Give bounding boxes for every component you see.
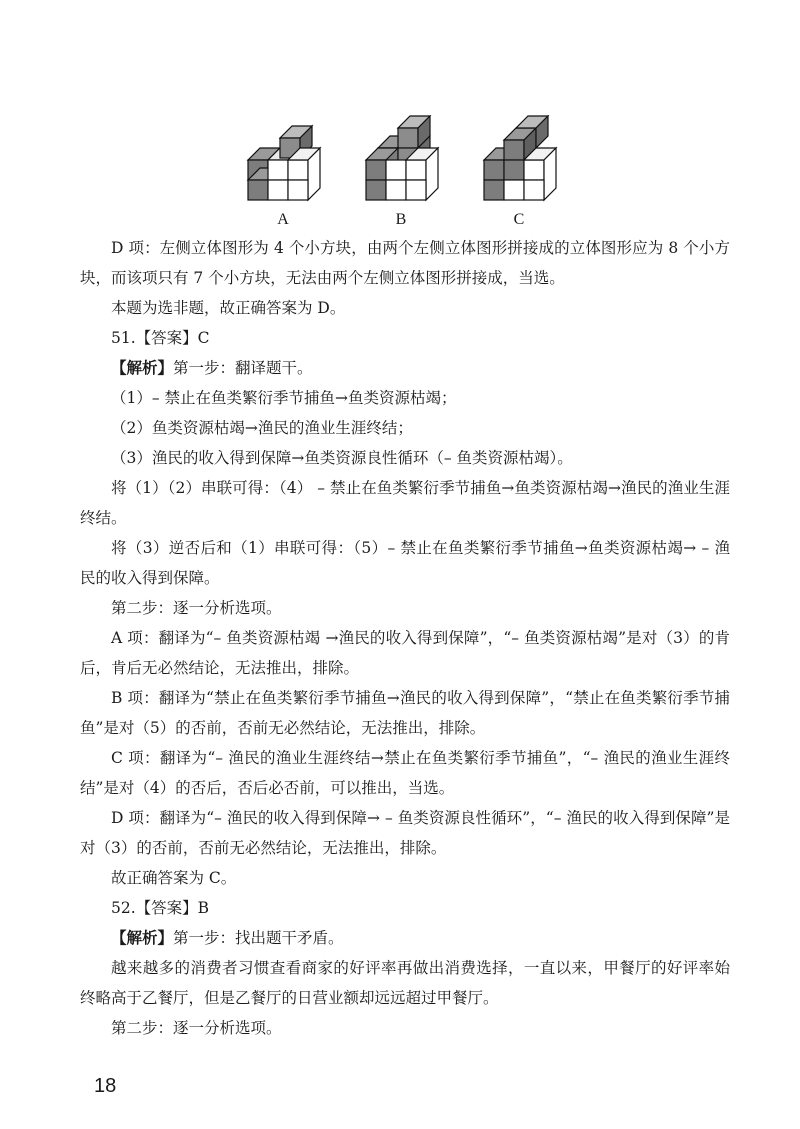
paragraph-text: 将（3）逆否后和（1）串联可得：（5）– 禁止在鱼类繁衍季节捕鱼→鱼类资源枯竭→ – 渔民的收入得到保障。	[80, 539, 730, 587]
paragraph	[80, 383, 730, 413]
analysis-heading	[80, 923, 730, 953]
body-text	[80, 233, 730, 1043]
paragraph-text: 第一步：找出题干矛盾。	[173, 929, 344, 947]
figure-label-c: C	[513, 211, 525, 228]
figure-label-a: A	[277, 211, 289, 228]
paragraph	[80, 683, 730, 743]
cube-figure-b-icon	[356, 115, 446, 210]
answer-heading	[80, 893, 730, 923]
paragraph	[80, 803, 730, 863]
analysis-heading	[80, 353, 730, 383]
answer-heading	[80, 323, 730, 353]
paragraph-text: A 项：翻译为“– 鱼类资源枯竭 →渔民的收入得到保障”，“– 鱼类资源枯竭”是对（3）的肯后，肯后无必然结论，无法推出，排除。	[80, 629, 730, 677]
paragraph	[80, 413, 730, 443]
paragraph	[80, 1013, 730, 1043]
paragraph-text: （1）– 禁止在鱼类繁衍季节捕鱼→鱼类资源枯竭；	[111, 389, 457, 407]
paragraph-text: （3）渔民的收入得到保障→鱼类资源良性循环（– 鱼类资源枯竭）。	[111, 449, 573, 467]
cube-figure-a-icon	[238, 115, 328, 210]
paragraph	[80, 743, 730, 803]
paragraph	[80, 623, 730, 683]
paragraph	[80, 863, 730, 893]
paragraph-text: C 项：翻译为“– 渔民的渔业生涯终结→禁止在鱼类繁衍季节捕鱼”，“– 渔民的渔业生涯终结”是对（4）的否后，否后必否前，可以推出，当选。	[80, 749, 730, 797]
paragraph-text: 本题为选非题，故正确答案为 D。	[111, 299, 346, 317]
paragraph	[80, 593, 730, 623]
paragraph-text: 越来越多的消费者习惯查看商家的好评率再做出消费选择，一直以来，甲餐厅的好评率始终略高于乙餐厅，但是乙餐厅的日营业额却远远超过甲餐厅。	[80, 959, 730, 1007]
analysis-label: 【解析】	[111, 358, 174, 377]
page-number: 18	[94, 1075, 117, 1097]
paragraph-text: B 项：翻译为“禁止在鱼类繁衍季节捕鱼→渔民的收入得到保障”，“禁止在鱼类繁衍季节捕鱼”是对（5）的否前，否前无必然结论，无法推出，排除。	[80, 689, 730, 737]
analysis-label: 【解析】	[111, 928, 174, 947]
paragraph-text: D 项：翻译为“– 渔民的收入得到保障→ – 鱼类资源良性循环”，“– 渔民的收入得到保障”是对（3）的否前，否前无必然结论，无法推出，排除。	[80, 809, 730, 857]
paragraph-text: D 项：左侧立体图形为 4 个小方块，由两个左侧立体图形拼接成的立体图形应为 8 个小方块，而该项只有 7 个小方块，无法由两个左侧立体图形拼接成，当选。	[80, 239, 730, 287]
paragraph	[80, 293, 730, 323]
paragraph-text: 52.【答案】B	[111, 899, 210, 917]
figure-b	[356, 115, 446, 233]
paragraph-text: 第二步：逐一分析选项。	[111, 1019, 282, 1037]
paragraph-text: 51.【答案】C	[111, 329, 210, 347]
paragraph	[80, 473, 730, 533]
figure-c	[474, 115, 564, 233]
paragraph	[80, 953, 730, 1013]
figure-label-b: B	[395, 211, 407, 228]
paragraph-text: 故正确答案为 C。	[111, 869, 237, 887]
paragraph-text: （2）鱼类资源枯竭→渔民的渔业生涯终结；	[111, 419, 413, 437]
paragraph	[80, 233, 730, 293]
cube-figure-c-icon	[474, 115, 564, 210]
paragraph-text: 第二步：逐一分析选项。	[111, 599, 282, 617]
figure-a	[238, 115, 328, 233]
paragraph	[80, 533, 730, 593]
paragraph-text: 将（1）（2）串联可得：（4） – 禁止在鱼类繁衍季节捕鱼→鱼类资源枯竭→渔民的渔业生涯终结。	[80, 479, 730, 527]
paragraph	[80, 443, 730, 473]
cube-figures	[238, 115, 568, 235]
paragraph-text: 第一步：翻译题干。	[173, 359, 313, 377]
